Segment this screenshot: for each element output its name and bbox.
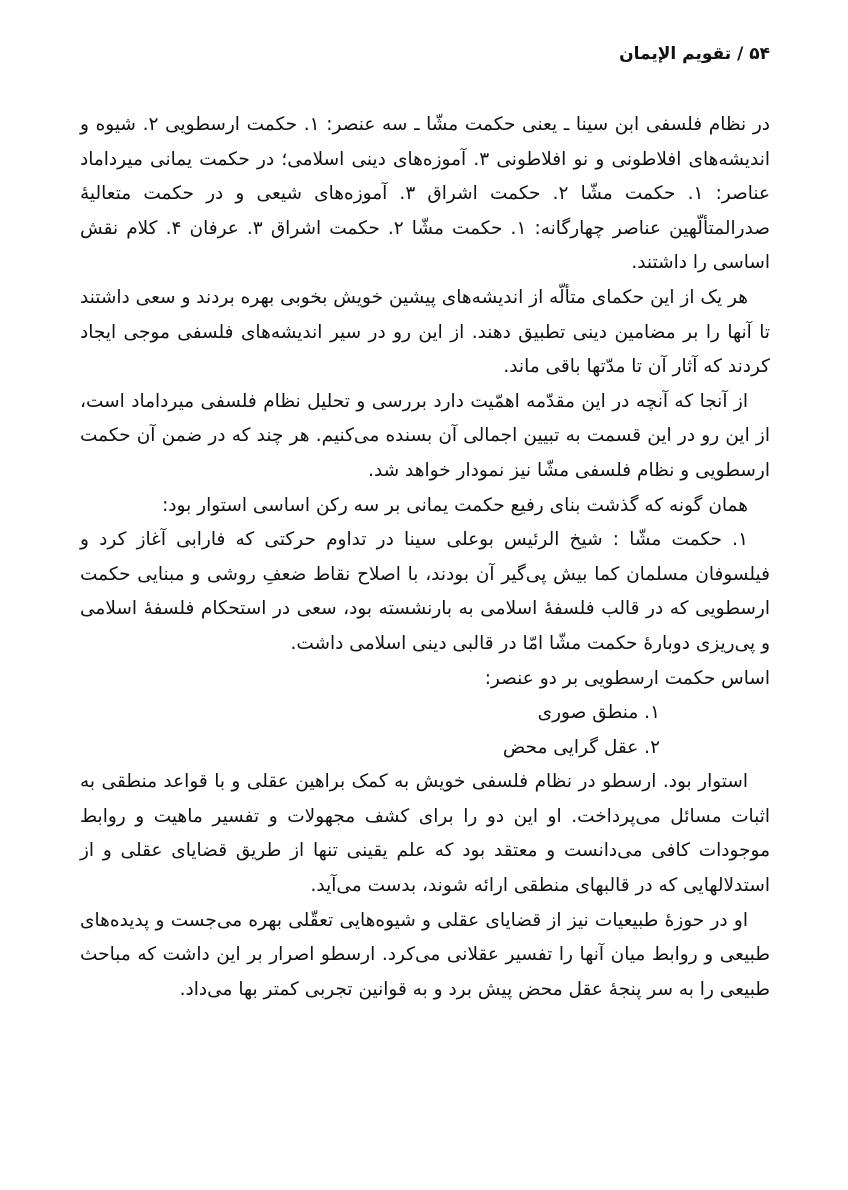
paragraph: ۱. حکمت مشّا : شیخ الرئیس بوعلی سینا در تداوم حرکتی که فارابی آغاز کرد و فیلسوفان مسلمان کما بیش پی‌گیر آن بودند، با اصلاح نقاط ضعفِ روشی و مبنایی حکمت ارسطویی که در قالب فلسفهٔ اسلامی به بارنشسته بود، سعی در استحکام فلسفهٔ اسلامی و پی‌ریزی دوبارهٔ حکمت مشّا امّا در قالبی دینی اسلامی داشت. xyxy=(80,529,770,654)
running-header xyxy=(619,44,770,64)
book-title: تقويم الإيمان xyxy=(619,44,732,64)
paragraph: او در حوزهٔ طبیعیات نیز از قضایای عقلی و شیوه‌هایی تعقّلی بهره می‌جست و پدیده‌های طبیعی و روابط میان آنها را تفسیر عقلانی می‌کرد. ارسطو اصرار بر این داشت که مباحث طبیعی را به سر پنجهٔ عقل محض پیش برد و به قوانین تجربی کمتر بها می‌داد. xyxy=(80,909,770,1000)
paragraph: اساس حکمت ارسطویی بر دو عنصر: xyxy=(484,667,770,689)
paragraph: در نظام فلسفی ابن سینا ـ یعنی حکمت مشّا ـ سه عنصر: ۱. حکمت ارسطویی ۲. شیوه و اندیشه‌های افلاطونی و نو افلاطونی ۳. آموزه‌های دینی اسلامی؛ در حکمت یمانی میرداماد عناصر: ۱. حکمت مشّا ۲. حکمت اشراق ۳. آموزه‌های شیعی و در حکمت متعالیهٔ صدرالمتألّهین عناصر چهارگانه: ۱. حکمت مشّا ۲. حکمت اشراق ۳. عرفان ۴. کلام نقش اساسی را داشتند. xyxy=(80,114,770,274)
paragraph: استوار بود. ارسطو در نظام فلسفی خویش به کمک براهین عقلی و با قواعد منطقی به اثبات مسائل می‌پرداخت. او این دو را برای کشف مجهولات و تفسیر ماهیت و روابط موجودات کافی می‌دانست و معتقد بود که علم یقینی تنها از طریق قضایای عقلی و از استدلالهایی که در قالبهای منطقی ارائه شوند، بدست می‌آید. xyxy=(80,771,770,897)
list-item: ۲. عقل گرایی محض xyxy=(502,736,660,758)
list-item: ۱. منطق صوری xyxy=(537,702,660,724)
paragraph: همان گونه که گذشت بنای رفیع حکمت یمانی بر سه رکن اساسی استوار بود: xyxy=(162,494,748,516)
paragraph: هر یک از این حکمای متألّه از اندیشه‌های پیشین خویش بخوبی بهره بردند و سعی داشتند تا آنها را بر مضامین دینی تطبیق دهند. از این رو در سیر اندیشه‌های فلسفی موجی ایجاد کردند که آثار آن تا مدّتها باقی ماند. xyxy=(80,286,770,378)
header-separator: / xyxy=(737,44,744,64)
body-text xyxy=(80,108,770,1007)
page-number: ۵۴ xyxy=(749,44,770,64)
paragraph: از آنجا که آنچه در این مقدّمه اهمّیت دارد بررسی و تحلیل نظام فلسفی میرداماد است، از این رو در این قسمت به تبیین اجمالی آن بسنده می‌کنیم. هر چند که در ضمن آن حکمت ارسطویی و نظام فلسفی مشّا نیز نمودار خواهد شد. xyxy=(80,390,770,481)
